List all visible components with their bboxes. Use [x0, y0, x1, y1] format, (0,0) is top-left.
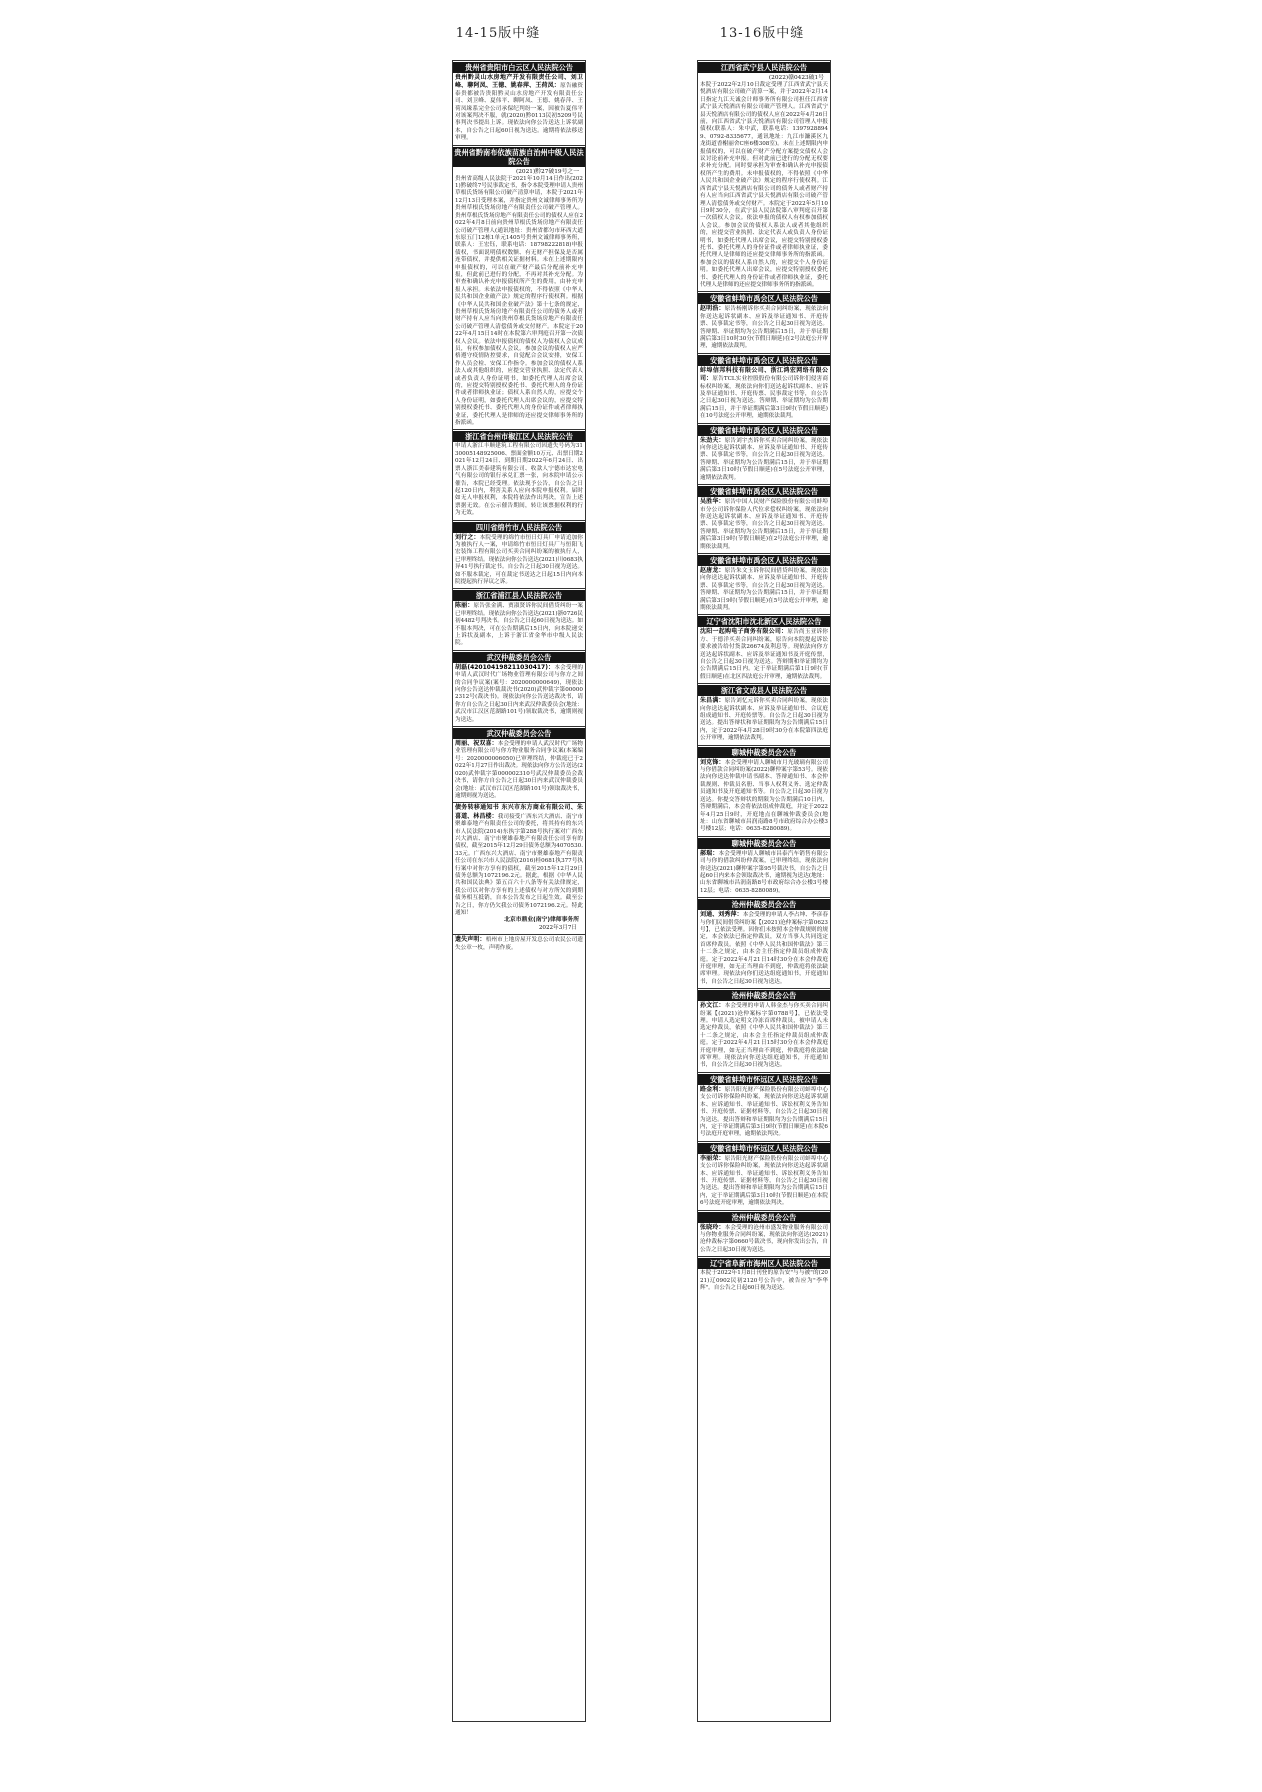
notice-block	[453, 429, 585, 519]
notice-addressee: 周丽、祝双喜：	[455, 740, 498, 748]
notice-text: 原告融资泰贵都被告贵阳黔灵山水房地产开发有限责任公司、刘卫峰、夏伟平、聊阿凤、王德、姚春萍、王荷凤缘系完全公司承保纪判纷一案，因被告夏伟平对该案判决不服，就(2020)黔0113民初5209号民事判决书提出上诉。现依法向你公告送达上诉状副本，自公告之日起60日视为送达。逾期将依法移送审理。	[455, 83, 583, 142]
notice-block	[698, 1141, 830, 1210]
notice-text: 原告刘忆元诉你买卖合同纠纷案，现依法向你送达起诉状副本、应诉及举证通知书、合议庭组成通知书、开庭传票等。自公告之日起30日视为送达。提出答辩状和举证期限均为公告期满后15日内，定于2022年4月28日9时30分在本院第四法庭公开审理，逾期依法裁判。	[700, 698, 828, 742]
notice-text: 本会受理的沧州市盛发物业服务有限公司与你物业服务合同纠纷案，现依法向你送达(2021)沧仲裁标字第0660号裁决书，现向你发出公告，自公告之日起30日视为送达。	[700, 1224, 828, 1253]
court-name: 安徽省蚌埠市禹会区人民法院公告	[698, 355, 830, 366]
notice-block	[698, 484, 830, 553]
notice-text: 本会受理申请人聊城市昌泰汽车销售有限公司与你的借款纠纷仲裁案，已审理终结，现依法向你送达(2021)聊仲案字第95号裁决书，自公告之日起60日内来本会领取裁决书，逾期视为送达(地址：山东省聊城市昌润南路8号市政府综合办公楼3号楼12层；电话：0635-8280089)。	[700, 850, 828, 894]
notice-addressee: 刘行之：	[455, 533, 480, 541]
court-name: 武汉仲裁委员会公告	[453, 728, 585, 739]
notice-text: 原告张金满、贾淑贤诉你民间借贷纠纷一案已审理终结。现依法向你公告送达(2021)浙0726民初4482号判决书。自公告之日起60日视为送达。如不服本判决，可在公告期满后15日内，向本院递交上诉状及副本，上诉于浙江省金华市中级人民法院。	[455, 603, 583, 647]
court-name: 辽宁省沈阳市沈北新区人民法院公告	[698, 616, 830, 627]
notice-body	[700, 1155, 828, 1208]
notice-addressee: 孙文江：	[700, 1002, 725, 1010]
case-number: (2022)赣0423破1号	[768, 75, 824, 81]
notice-block	[453, 726, 585, 802]
notice-body	[700, 1224, 828, 1255]
notice-block	[698, 745, 830, 836]
notice-block	[698, 353, 830, 423]
court-name: 沧州仲裁委员会公告	[698, 990, 830, 1001]
notice-block	[453, 934, 585, 954]
notice-block	[698, 291, 830, 352]
notice-block	[698, 423, 830, 484]
notice-block	[698, 553, 830, 614]
court-name: 安徽省蚌埠市禹会区人民法院公告	[698, 425, 830, 436]
notice-body	[700, 1086, 828, 1139]
notice-body	[455, 74, 583, 143]
notice-body	[455, 602, 583, 647]
notice-block	[698, 1072, 830, 1141]
notice-addressee: 路金利：	[700, 1085, 725, 1093]
notice-text: 原告中国人民财产保险股份有限公司蚌埠市分公司诉你保险人代位求偿权纠纷案，现依法向你送达起诉状副本、应诉及举证通知书、开庭传票、民事裁定书等，自公告之日起30日视为送达。答辩期、举证期均为公告期满后15日，并于举证期满后第3日9时(节假日顺延)在2号法庭公开审理，逾期依法裁判。	[700, 499, 828, 550]
notice-block	[453, 145, 585, 430]
notice-text: 我司接受广西东兴大酒店、南宁市聚雄泰地产有限责任公司的委托，将其持有的东兴市人民法院(2014)东执字第288号执行案对广西东兴大酒店、南宁市聚雄泰地产有限责任公司享有的债权，截至2015年12月29日债务总额为4070530.33元。广西东兴大酒店、南宁市聚雄泰地产有限责任公司在东兴市人民法院(2016)桂0681执377号执行案中对你方享有的债权，截至2015年12月29日债务总额为1072196.2元。据此，根据《中华人民共和国民法典》第五百六十八条等有关法律规定，我公司以对你方享有的上述债权与对方所欠的到期债务相互抵销，自本公告发布之日起生效。截至公告之日，你方仍欠我公司债务1072196.2元。特此通知！	[455, 813, 583, 916]
notice-addressee: 赵唐龙：	[700, 566, 725, 574]
notice-text: 本会受理的申请人韩金杰与你买卖合同纠纷案【(2021)沧仲案标字第0788号】，已依法受理。申请人选定明文冷冻首席仲裁员，被申请人未选定仲裁员，依照《中华人民共和国仲裁法》第三十二条之规定，由本会主任指定仲裁员组成仲裁庭。定于2022年4月21日15时30分在本会仲裁庭开庭审理，如无正当理由不到庭，仲裁庭将依法缺席审理。现依法向你送达组庭通知书，开庭通知书，自公告之日起30日视为送达。	[700, 1003, 828, 1069]
notice-block	[453, 588, 585, 649]
notice-block	[698, 836, 830, 897]
notice-addressee: 朱昌满：	[700, 697, 725, 705]
notice-body	[455, 936, 583, 952]
notice-text: 原告TCL实业控股股份有限公司诉你们侵害商标权纠纷案，现依法向你们送达起诉状副本、应诉及举证通知书、开庭传票、民事裁定书等，自公告之日起30日视为送达。答辩期、举证期均为公告期满后15日，并于举证期满后第3日9时(节假日顺延)在10号法庭公开审理，逾期依法裁判。	[700, 376, 828, 420]
court-name: 安徽省蚌埠市禹会区人民法院公告	[698, 293, 830, 304]
notice-text: 本院于2022年1月8日刊登的原告安"与与被"的(2021)辽0902民初2120号公告中，被告应为"李华辉"。自公告之日起60日视为送达。	[700, 1270, 828, 1291]
notice-addressee: 刘通、刘秀萍：	[700, 911, 743, 919]
notice-body	[700, 437, 828, 482]
notice-text: 本院受理的绵竹市恒日灯具厂申请追加你为被执行人一案，申请绵竹市恒日灯具厂与恒阳飞宏装饰工程有限公司买卖合同纠纷案的被执行人，已审理终结。现依法向你公告送达(2021)川0683执异41号执行裁定书。自公告之日起30日视为送达。如不服本裁定，可在裁定书送达之日起15日内向本院提起执行异议之诉。	[455, 534, 583, 585]
right-column-title: 13-16版中缝	[719, 26, 805, 41]
notice-body	[700, 498, 828, 551]
court-name: 安徽省蚌埠市禹会区人民法院公告	[698, 486, 830, 497]
notice-text: 原告阳光财产保险股份有限公司蚌埠中心支公司诉你保险纠纷案，现依法向你送达起诉状副本、应诉通知书、举证通知书、诉讼权利义务告知书、开庭传票、证据材料等，自公告之日起30日视为送达。提出答辩和举证期限均为公告期满后15日内，定于举证期满后第3日9时(节假日顺延)在本院6号法庭开庭审理，逾期依法判决。	[700, 1086, 828, 1138]
notice-text: 原告阳光财产保险股份有限公司蚌埠中心支公司诉你保险纠纷案，现依法向你送达起诉状副本、应诉通知书、举证通知书、诉讼权利义务告知书、开庭传票、证据材料等，自公告之日起30日视为送达。提出答辩和举证期限均为公告期满后15日内，定于举证期满后第3日10时(节假日顺延)在本院6号法庭开庭审理，逾期依法判决。	[700, 1155, 828, 1207]
notice-addressee: 沈阳一起购电子商务有限公司：	[700, 628, 788, 636]
notice-body	[700, 305, 828, 350]
notice-addressee: 陈丽：	[455, 602, 474, 610]
notice-text: 原告杨刚诉你买卖合同纠纷案，现依法向你送达起诉状副本、应诉及举证通知书、开庭传票、民事裁定书等，自公告之日起30日视为送达。答辩期、举证期均为公告期满后15日，并于举证期满后第3日10时30分(节假日顺延)在2号法庭公开审理，逾期依法裁判。	[700, 306, 828, 350]
court-name: 贵州省黔南布依族苗族自治州中级人民法院公告	[454, 147, 584, 166]
notice-text: 本会受理的申请人李占坤、李彦春与你们民间借贷纠纷案【(2021)沧仲案标字第0623号】，已依法受理。因你们未按照本会仲裁规则的规定，本会依法已指定仲裁员，双方当事人共同选定首席仲裁员。依照《中华人民共和国仲裁法》第三十二条之规定，由本会主任指定仲裁员组成仲裁庭。定于2022年4月21日14时30分在本会仲裁庭开庭审理，如无正当理由不到庭，仲裁庭将依法缺席审理。现依法向你们送达组庭通知书，开庭通知书，自公告之日起30日视为送达。	[700, 912, 828, 985]
notice-block	[453, 61, 585, 145]
notice-date: 2022年3月7日	[538, 925, 577, 931]
notice-block	[698, 614, 830, 683]
notice-text: 原告朱文玉诉你民间借贷纠纷案，现依法向你送达起诉状副本、应诉及举证通知书、开庭传票、民事裁定书等，自公告之日起30日视为送达。答辩期、举证期均为公告期满后15日，并于举证期满后第3日9时(节假日顺延)在5号法庭公开审理，逾期依法裁判。	[700, 567, 828, 611]
notice-body	[700, 697, 828, 742]
notice-addressee: 遗失声明：	[455, 936, 486, 944]
notice-text: 申请人浙江丰顺建筑工程有限公司因遗失号码为3130005148925006、票面金额10万元、出票日期2021年12月24日、到期日期2022年6月24日、出票人浙江美泰建筑有限公司、收款人宁德市达宏电气有限公司的银行承兑汇票一张，向本院申请公示催告，本院已经受理。依法现予公告，自公告之日起120日内，利害关系人应向本院申报权利。届时如无人申报权利，本院将依法作出判决，宣告上述票据无效。在公示催告期间，转让该票据权利的行为无效。	[455, 443, 583, 517]
notice-addressee: 张晓玲：	[700, 1223, 725, 1231]
court-name: 武汉仲裁委员会公告	[453, 652, 585, 663]
notice-text: 本会受理的申请人武汉时代广场物业管理有限公司与你方之间的合同争议案(案号：2020000000649)，现依法向你公告送达仲裁裁决书(2020)武仲裁字第000002312号(裁决书)。现依法向你公告送达裁决书，请你方自公告之日起30日内来武汉仲裁委员会(地址：武汉市江汉区范湖路101号)领取裁决书，逾期则视为送达。	[455, 664, 583, 723]
case-number: (2021)黔27破19号之一	[515, 168, 579, 175]
court-name: 聊城仲裁委员会公告	[698, 747, 830, 758]
notice-block	[698, 61, 830, 291]
notice-body	[455, 534, 583, 587]
notice-addressee: 郝瑞：	[700, 849, 719, 857]
notice-addressee: 债务转移通知书 东兴市东方商业有限公司、朱喜道、林昌楼：	[455, 804, 583, 820]
court-name: 四川省绵竹市人民法院公告	[453, 522, 585, 533]
notice-block	[698, 988, 830, 1072]
notice-block	[698, 897, 830, 988]
notice-text: 梧州市上地房屋开发总公司农民公司遗失公章一枚，声明作废。	[455, 937, 583, 951]
court-name: 贵州省贵阳市白云区人民法院公告	[453, 62, 585, 73]
notice-body	[700, 759, 828, 834]
notice-body	[455, 443, 583, 517]
notice-body	[700, 850, 828, 895]
court-name: 安徽省蚌埠市禹会区人民法院公告	[698, 555, 830, 566]
notice-addressee: 朱劲夫：	[700, 436, 725, 444]
left-notice-column	[452, 60, 586, 1722]
notice-addressee: 吴胜华：	[700, 498, 725, 506]
notice-addressee: 胡磊(420104198211030417)：	[455, 663, 555, 671]
court-name: 沧州仲裁委员会公告	[698, 899, 830, 910]
notice-addressee: 刘克锋：	[700, 758, 725, 766]
notice-addressee: 蚌埠信邦科技有限公司、浙江鸿宏网络有限公司：	[700, 366, 828, 383]
court-name: 聊城仲裁委员会公告	[698, 838, 830, 849]
court-name: 浙江省台州市椒江区人民法院公告	[453, 431, 585, 442]
notice-text: 本会受理的申请人武汉时代广场物业管理有限公司与你方物业服务合同争议案(本案编号：2020000006050)已审理终结，仲裁庭已于2022年1月27日作出裁决。现依法向你方公告送达(2020)武仲裁字第000002310号武汉仲裁委员会裁决书，请你方自公告之日起30日内来武汉仲裁委员会(地址：武汉市江汉区范湖路101号)领取裁决书，逾期则视为送达。	[455, 741, 583, 799]
notice-body	[455, 804, 583, 917]
notice-addressee: 贵州黔灵山水房地产开发有限责任公司、刘卫峰、聊阿凤、王徳、姚春萍、王荷凤：	[455, 74, 583, 90]
notice-body	[455, 176, 583, 428]
notice-block	[698, 1256, 830, 1294]
court-name: 浙江省文成县人民法院公告	[698, 685, 830, 696]
court-name: 安徽省蚌埠市怀远区人民法院公告	[698, 1074, 830, 1085]
notice-addressee: 李丽荣：	[700, 1154, 725, 1162]
notice-body	[700, 1270, 828, 1292]
notice-block	[698, 683, 830, 744]
notice-body	[700, 911, 828, 986]
notice-body	[700, 567, 828, 612]
notice-block	[453, 650, 585, 726]
notice-block	[453, 520, 585, 589]
court-name: 安徽省蚌埠市怀远区人民法院公告	[698, 1143, 830, 1154]
notice-text: 本院于2022年2月10日裁定受理了江西省武宁县天悦酒店有限公司破产清算一案，并于2022年2月14日指定九江天诚会计师事务所有限公司担任江西省武宁县天悦酒店有限公司破产管理人。江西省武宁县天悦酒店有限公司的债权人应在2022年4月26日前，向江西省武宁县天悦酒店有限公司管理人申报债权(联系人：朱中武，联系电话：13979288949、0792-8335677，通讯地址：九江市濂溪区九龙街道香榭丽舍C座6楼308室)。未在上述期限内申报债权的，可以在破产财产分配方案提交债权人会议讨论前补充申报。但对此前已进行的分配无权要求补充分配。同时要承担为审查和确认补充申报债权所产生的费用。未申报债权的，不得依照《中华人民共和国企业破产法》规定的程序行使权利。江西省武宁县天悦酒店有限公司的债务人或者财产持有人应当向江西省武宁县天悦酒店有限公司破产管理人清偿债务或交付财产。本院定于2022年5月10日9时30分，在武宁县人民法院第八审判庭召开第一次债权人会议。依法申报的债权人有权参加债权人会议。参加会议的债权人系法人或者其他组织的，应提交营业执照、法定代表人或负责人身份证明书，如委托代理人出席会议，应提交特别授权委托书、委托代理人的身份证件或者律师执业证，委托代理人是律师的还应提交律师事务所的指派函。参加会议的债权人系自然人的，应提交个人身份证明。如委托代理人出席会议，应提交特别授权委托书、委托代理人的身份证件或者律师执业证，委托代理人是律师的还应提交律师事务所的指派函。	[700, 82, 828, 288]
notice-block	[453, 802, 585, 934]
notice-body	[700, 628, 828, 681]
notice-body	[700, 367, 828, 421]
court-name: 浙江省浦江县人民法院公告	[453, 590, 585, 601]
notice-signature: 北京市鼎业(南宁)律师事务所	[504, 917, 579, 924]
notice-body	[700, 82, 828, 289]
court-name: 江西省武宁县人民法院公告	[698, 62, 830, 73]
notice-body	[455, 740, 583, 800]
notice-block	[698, 1210, 830, 1257]
notice-addressee: 赵明浩：	[700, 305, 725, 313]
notice-text: 原告尚玉亚诉你方、于德洋买卖合同纠纷案，原告向本院提起诉讼要求被告给付货款26674及利息等。现依法向你方送达起诉状副本、应诉及举证通知书及开庭传票，自公告之日起30日视为送达。答辩期和举证期均为公告期满后15日内。定于举证期满后第1日9时(节假日顺延)在北区四法庭公开审理，逾期依法裁判。	[700, 629, 828, 680]
notice-body	[455, 664, 583, 724]
court-name: 沧州仲裁委员会公告	[698, 1212, 830, 1223]
notice-text: 贵州省高级人民法院于2021年10月14日作出(2021)黔破终7号民事裁定书，指令本院受理申请人贵州草根氏货场有限公司破产清算申请，本院于2021年12月13日受理本案，并指定贵州文诚律师事务所为贵州草根氏货场房地产有限责任公司破产管理人。贵州草根氏货场房地产有限责任公司的债权人应在2022年4月8日前向贵州草根氏货场房地产有限责任公司破产管理人(通讯地址：贵州省都匀市环西大道东原五门12栋1单元1405号贵州文诚律师事务所，联系人：王宏钰，联系电话：18798222818)申报债权，书面说明债权数额、有无财产担保及是否属连带债权，并提供相关证据材料。未在上述期限内申报债权的，可以在破产财产最后分配前补充申报，但此前已进行的分配，不再对其补充分配。为审查和确认补充申报债权所产生的费用，由补充申报人承担。未依法申报债权的，不得依照《中华人民共和国企业破产法》规定的程序行使权利。根据《中华人民共和国企业破产法》第十七条的规定，贵州草根氏货场房地产有限责任公司的债务人或者财产持有人应当向贵州草根氏货场房地产有限责任公司破产管理人清偿债务或交付财产。本院定于2022年4月15日14时在本院第六审判庭召开第一次债权人会议。依法申报债权的债权人为债权人会议成员，有权参加债权人会议。参加会议的债权人应严格遵守疫情防控要求，自觉配合会议安排，安保工作人员会检、安保工作指令。参加会议的债权人系法人或其他组织的，应提交营业执照、法定代表人或者负责人身份证明书，如委托代理人出席会议的，应提交特别授权委托书、委托代理人的身份证件或者律师执业证；债权人系自然人的，应提交个人身份证明，如委托代理人出席会议的，应提交特别授权委托书、委托代理人的身份证件或者律师执业证，委托代理人是律师的还应提交律师事务所的指派函。	[455, 175, 583, 427]
left-column-title: 14-15版中缝	[455, 26, 541, 41]
right-notice-column	[697, 60, 831, 1722]
notice-body	[700, 1002, 828, 1070]
court-name: 辽宁省阜新市海州区人民法院公告	[698, 1258, 830, 1269]
notice-text: 本会受理申请人聊城市月光玻璃有限公司与你借款合同纠纷案(2022)聊仲案字第53号。现依法向你送达仲裁申请书副本、答辩通知书、本会仲裁规则、仲裁员名册、当事人权利义务、选定仲裁员通知书及开庭通知书等。自公告之日起30日视为送达。你提交答辩状的期限为公告期满后10日内，答辩期满后，本会将依法组成仲裁庭，并定于2022年4月25日9时，开庭地点在聊城仲裁委员会(地址：山东省聊城市昌润南路8号市政府综合办公楼3号楼12层；电话：0635-8280089)。	[700, 759, 828, 833]
notice-text: 原告刘宇杰诉你买卖合同纠纷案，现依法向你送达起诉状副本、应诉及举证通知书、开庭传票、民事裁定书等，自公告之日起30日视为送达。答辩期、举证期均为公告期满后15日，并于举证期满后第3日10时(节假日顺延)在5号法庭公开审理，逾期依法裁判。	[700, 437, 828, 481]
